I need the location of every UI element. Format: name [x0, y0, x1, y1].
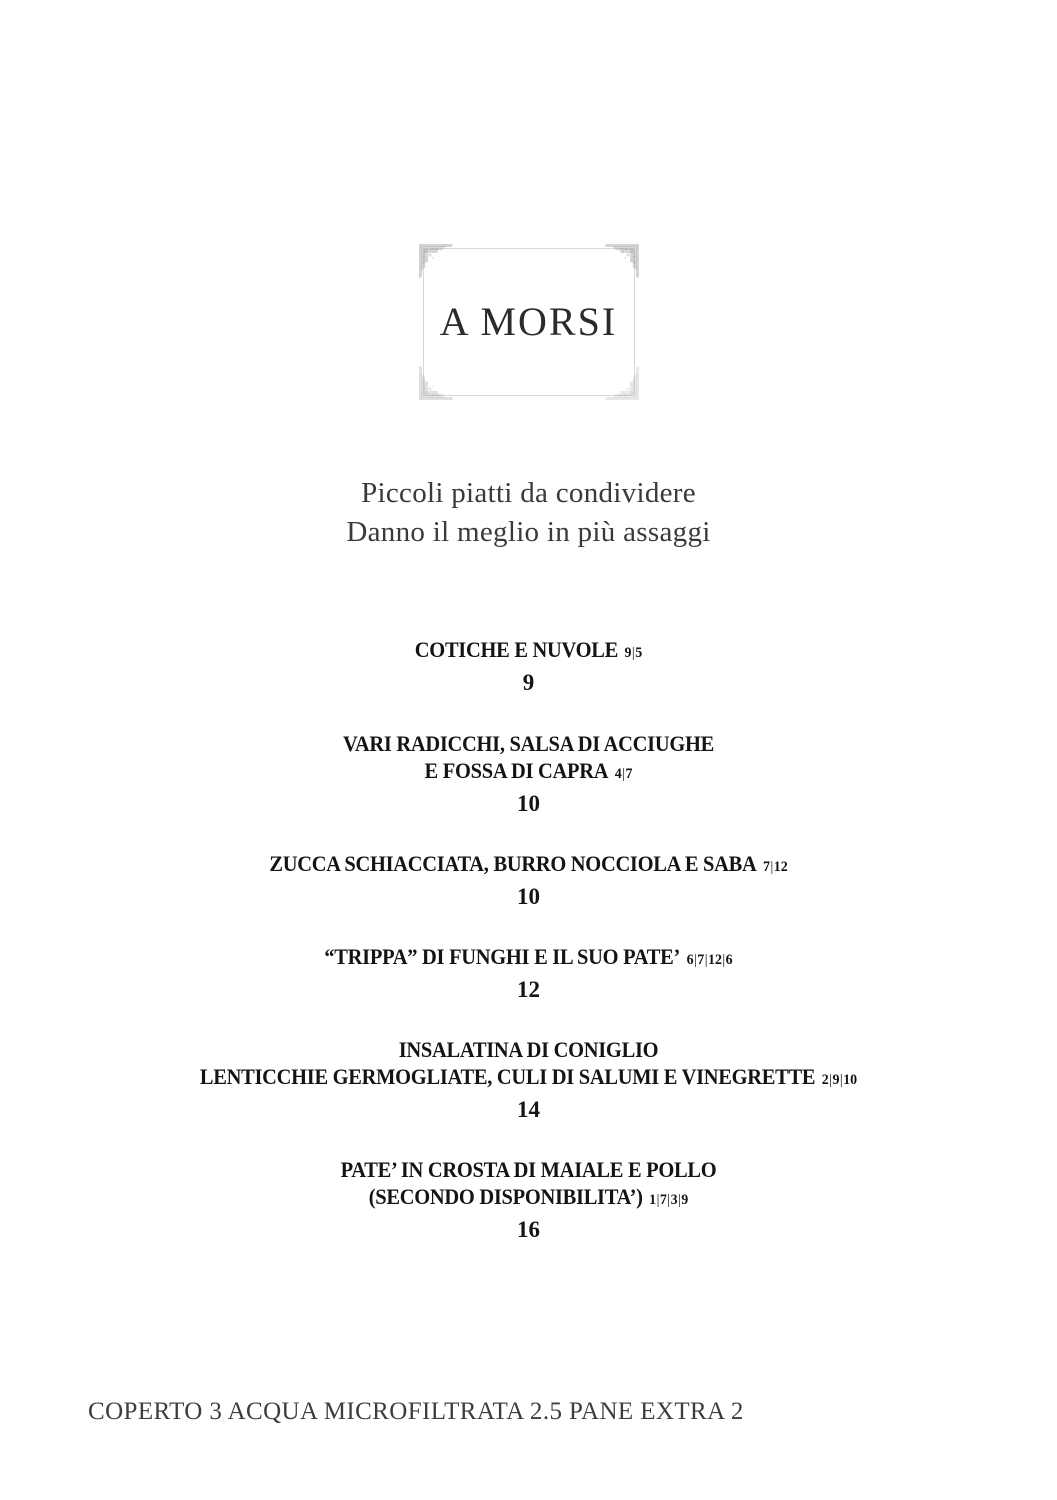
allergen-separator: | [839, 1072, 843, 1088]
dish-name-line: “TRIPPA” DI FUNGHI E IL SUO PATE’ 6|7|12|6 [324, 944, 733, 969]
dish-name [37, 730, 1020, 788]
title-ornamental-frame [423, 248, 635, 396]
dish-price: 9 [522, 670, 535, 695]
menu-item [0, 1156, 1057, 1245]
dish-name-line: VARI RADICCHI, SALSA DI ACCIUGHE [342, 731, 714, 756]
allergen-codes [687, 952, 733, 968]
allergen-codes [615, 766, 633, 782]
dish-name [37, 636, 1020, 667]
allergen-code: 3 [670, 1192, 678, 1208]
allergen-code: 9 [832, 1072, 840, 1088]
allergen-separator: | [829, 1072, 833, 1088]
dish-name-line: COTICHE E NUVOLE 9|5 [414, 637, 643, 662]
dish-name [37, 943, 1020, 974]
ornament-corner-top-right-icon [603, 244, 639, 280]
ornament-corner-top-left-icon [419, 244, 455, 280]
allergen-separator: | [722, 952, 726, 968]
allergen-separator: | [631, 645, 635, 661]
dish-name-line: INSALATINA DI CONIGLIO [398, 1037, 659, 1062]
allergen-codes [649, 1192, 688, 1208]
title-block [0, 248, 1057, 396]
allergen-codes [624, 645, 642, 661]
allergen-codes [763, 859, 788, 875]
subtitle-line-1: Piccoli piatti da condividere [361, 477, 696, 509]
allergen-code: 12 [707, 952, 722, 968]
dish-name [37, 1036, 1020, 1094]
menu-item [0, 730, 1057, 819]
allergen-code: 2 [821, 1072, 829, 1088]
allergen-separator: | [667, 1192, 671, 1208]
allergen-code: 6 [686, 952, 694, 968]
dish-price: 10 [517, 791, 540, 816]
dish-name-line: E FOSSA DI CAPRA 4|7 [424, 758, 633, 783]
dish-name-line: ZUCCA SCHIACCIATA, BURRO NOCCIOLA E SABA 7|12 [269, 851, 788, 876]
dish-price: 16 [517, 1217, 540, 1242]
allergen-code: 12 [773, 859, 788, 875]
dish-price: 12 [517, 977, 540, 1002]
dish-name [37, 1156, 1020, 1214]
page-title: A MORSI [439, 299, 618, 344]
allergen-code: 5 [635, 645, 643, 661]
dish-name-line: PATE’ IN CROSTA DI MAIALE E POLLO [340, 1157, 717, 1182]
dish-name [37, 850, 1020, 881]
allergen-code: 9 [624, 645, 632, 661]
ornament-corner-bottom-right-icon [603, 364, 639, 400]
allergen-separator: | [770, 859, 774, 875]
menu-item [0, 850, 1057, 912]
allergen-code: 7 [625, 766, 633, 782]
dish-name-line: LENTICCHIE GERMOGLIATE, CULI DI SALUMI E VINEGRETTE 2|9|10 [199, 1064, 858, 1089]
menu-list [0, 636, 1057, 1245]
menu-item [0, 943, 1057, 1005]
dish-price: 14 [517, 1097, 540, 1122]
dish-name-line: (SECONDO DISPONIBILITA’) 1|7|3|9 [368, 1184, 689, 1209]
allergen-separator: | [656, 1192, 660, 1208]
allergen-code: 7 [697, 952, 705, 968]
allergen-codes [822, 1072, 857, 1088]
allergen-code: 1 [649, 1192, 657, 1208]
subtitle [0, 474, 1057, 552]
allergen-separator: | [678, 1192, 681, 1208]
allergen-code: 4 [614, 766, 622, 782]
menu-item [0, 636, 1057, 698]
allergen-code: 9 [681, 1192, 689, 1208]
allergen-code: 7 [763, 859, 770, 875]
allergen-code: 6 [725, 952, 733, 968]
dish-price: 10 [517, 884, 540, 909]
allergen-code: 10 [843, 1072, 858, 1088]
allergen-separator: | [704, 952, 708, 968]
allergen-separator: | [694, 952, 697, 968]
footer-extras: COPERTO 3 ACQUA MICROFILTRATA 2.5 PANE EXTRA 2 [88, 1398, 744, 1425]
menu-item [0, 1036, 1057, 1125]
allergen-code: 7 [659, 1192, 667, 1208]
subtitle-line-2: Danno il meglio in più assaggi [346, 516, 711, 548]
ornament-corner-bottom-left-icon [419, 364, 455, 400]
allergen-separator: | [622, 766, 626, 782]
